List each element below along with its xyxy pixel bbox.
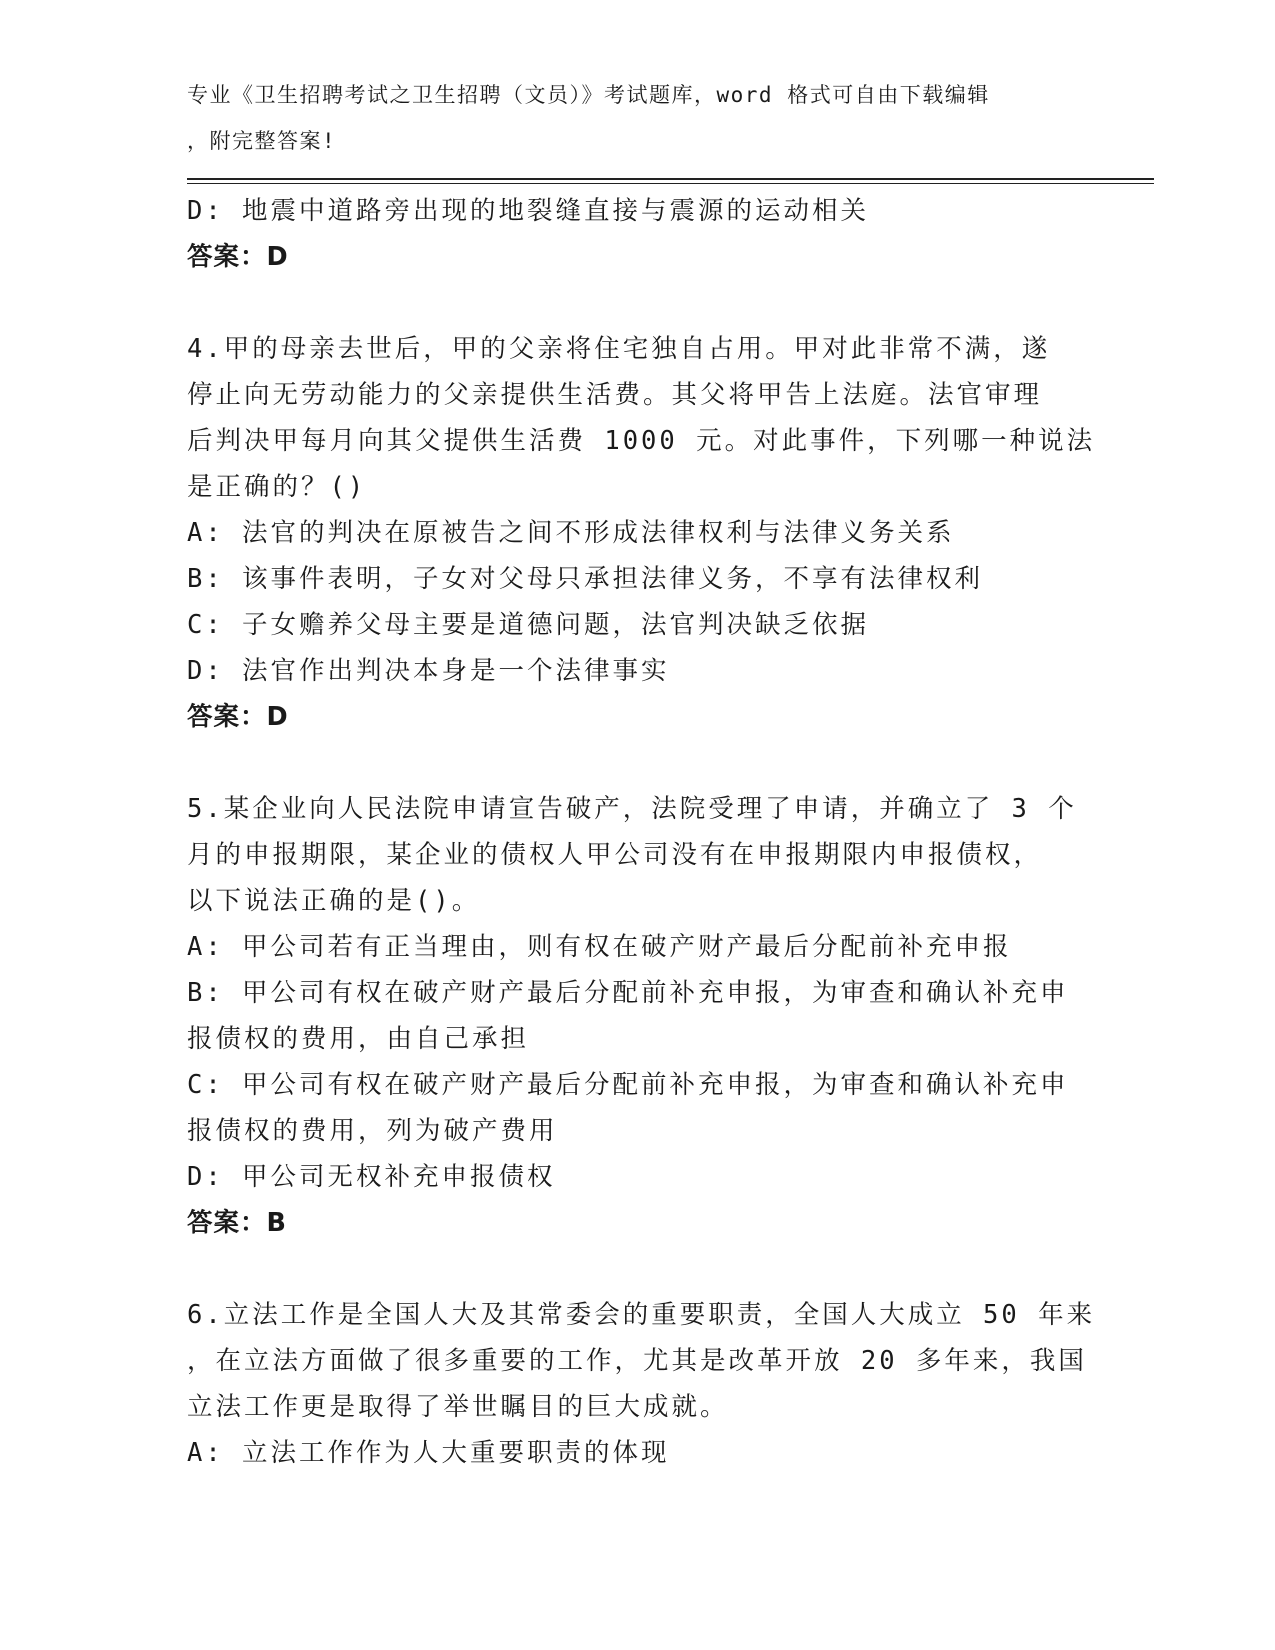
q4-option-d: D: 法官作出判决本身是一个法律事实	[187, 656, 670, 686]
q6-stem-line-1: 6.立法工作是全国人大及其常委会的重要职责，全国人大成立 50 年来	[187, 1300, 1096, 1330]
q4-stem-line-2: 停止向无劳动能力的父亲提供生活费。其父将甲告上法庭。法官审理	[187, 380, 1043, 410]
q5-stem-line-2: 月的申报期限，某企业的债权人甲公司没有在申报期限内申报债权，	[187, 840, 1043, 870]
document-header	[187, 72, 1067, 164]
q4-stem-line-1: 4.甲的母亲去世后，甲的父亲将住宅独自占用。甲对此非常不满，遂	[187, 334, 1051, 364]
q4-option-b: B: 该事件表明，子女对父母只承担法律义务，不享有法律权利	[187, 564, 984, 594]
q4-stem-line-4: 是正确的？()	[187, 472, 367, 502]
header-line-1: 专业《卫生招聘考试之卫生招聘（文员）》考试题库，word 格式可自由下载编辑	[187, 83, 990, 107]
header-line-2: ，附完整答案!	[187, 129, 337, 153]
q5-option-c: C: 甲公司有权在破产财产最后分配前补充申报，为审查和确认补充申	[187, 1070, 1069, 1100]
q5-answer: 答案：B	[187, 1208, 287, 1238]
q5-option-b-cont: 报债权的费用，由自己承担	[187, 1024, 530, 1054]
spacer	[187, 740, 1087, 786]
q4-option-c: C: 子女赡养父母主要是道德问题，法官判决缺乏依据	[187, 610, 870, 640]
header-divider-thin	[187, 183, 1154, 184]
spacer	[187, 1246, 1087, 1292]
q6-stem-line-3: 立法工作更是取得了举世瞩目的巨大成就。	[187, 1392, 729, 1422]
q5-stem-line-1: 5.某企业向人民法院申请宣告破产，法院受理了申请，并确立了 3 个	[187, 794, 1077, 824]
header-divider	[187, 178, 1154, 180]
q5-option-a: A: 甲公司若有正当理由，则有权在破产财产最后分配前补充申报	[187, 932, 1012, 962]
question-content	[187, 188, 1096, 1476]
q4-option-a: A: 法官的判决在原被告之间不形成法律权利与法律义务关系	[187, 518, 955, 548]
q5-option-d: D: 甲公司无权补充申报债权	[187, 1162, 556, 1192]
q5-option-c-cont: 报债权的费用，列为破产费用	[187, 1116, 558, 1146]
q6-stem-line-2: ，在立法方面做了很多重要的工作，尤其是改革开放 20 多年来，我国	[187, 1346, 1087, 1376]
q4-answer: 答案：D	[187, 702, 289, 732]
spacer	[187, 280, 1087, 326]
q3-option-d: D: 地震中道路旁出现的地裂缝直接与震源的运动相关	[187, 196, 870, 226]
q4-stem-line-3: 后判决甲每月向其父提供生活费 1000 元。对此事件，下列哪一种说法	[187, 426, 1096, 456]
q5-option-b: B: 甲公司有权在破产财产最后分配前补充申报，为审查和确认补充申	[187, 978, 1069, 1008]
q6-option-a: A: 立法工作作为人大重要职责的体现	[187, 1438, 670, 1468]
q3-answer: 答案：D	[187, 242, 289, 272]
q5-stem-line-3: 以下说法正确的是()。	[187, 886, 481, 916]
